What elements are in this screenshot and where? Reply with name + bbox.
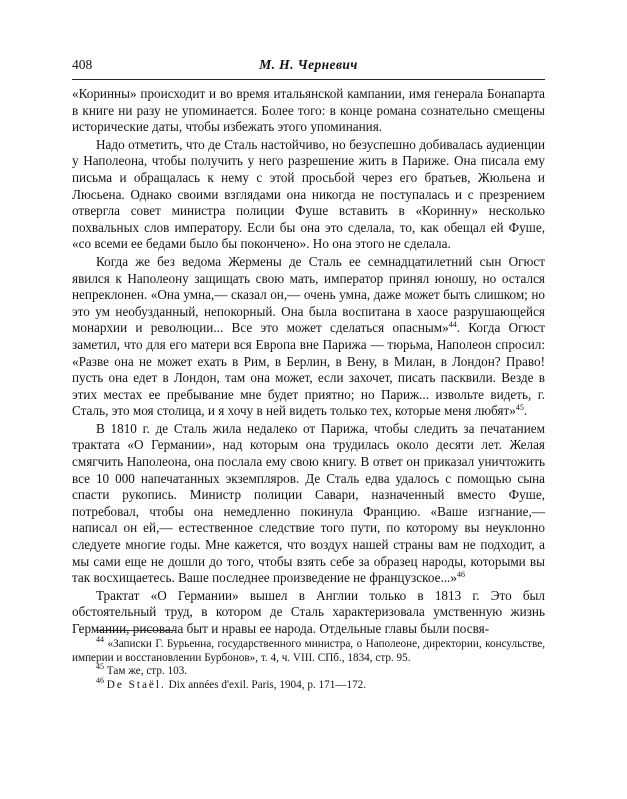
footnote-46-author: De Staël. <box>106 678 166 691</box>
paragraph-4-text: В 1810 г. де Сталь жила недалеко от Парижа, чтобы следить за печатанием трактата «О Германии», над которым она трудилась около десяти лет. Желая смягчить Наполеона, она послала ему свою книгу. В ответ он приказал уничтожить все 10 000 напечатанных экземпляров. Де Сталь едва удалось с помощью сына спасти рукопись. Министр полиции Савари, назначенный вместо Фуше, потребовал, чтобы она немедленно покинула Францию. «Ваше изгнание,— написал он ей,— естественное следствие того пути, по которому вы неуклонно следуете многие годы. Мне кажется, что воздух нашей страны вам не подходит, а мы сами еще не дошли до того, чтобы взять себе за образец народы, которыми вы так восхищаетесь. Ваше последнее произведение не французское...» <box>72 420 545 586</box>
body-text <box>72 86 545 638</box>
footnote-44-text: «Записки Г. Бурьенна, государственного министра, о Наполеоне, директории, консульстве, империи и восстановлении Бурбонов», т. 4, ч. VIII. СПб., 1834, стр. 95. <box>72 638 546 664</box>
footnote-45-num: 45 <box>96 662 104 672</box>
paragraph-3-part-1: Когда же без ведома Жермены де Сталь ее семнадцатилетний сын Огюст явился к Наполеону защищать свою мать, император принял юношу, но остался непреклонен. «Она умна,— сказал он,— очень умна, даже может быть слишком; но это ум необузданный, непокорный. Она была воспитана в хаосе разрушающейся монархии и революции... Все это может сделаться опасным» <box>72 253 545 336</box>
page-header <box>72 57 545 75</box>
paragraph-3-part-2: . Когда Огюст заметил, что для его матери вся Европа вне Парижа — тюрьма, Наполеон спросил: «Разве она не может ехать в Рим, в Берлин, в Вену, в Милан, в Лондон? Право! пусть она едет в Лондон, там она может, если захочет, писать пасквили. Везде в этих местах ее пребывание мне будет приятно; но Париж... извольте видеть, г. Сталь, это моя столица, и я хочу в ней видеть только тех, которые меня любят» <box>72 320 545 419</box>
footnote-45-text: Там же, стр. 103. <box>106 665 188 678</box>
footnote-rule <box>96 630 176 631</box>
header-rule <box>72 79 545 80</box>
note-ref-44: 44 <box>448 320 457 330</box>
footnote-44-num: 44 <box>96 635 104 644</box>
footnote-46-num: 46 <box>96 675 104 685</box>
page-number: 408 <box>72 57 93 72</box>
footnote-46 <box>72 675 545 693</box>
footnotes <box>72 635 546 692</box>
footnote-45 <box>72 662 545 679</box>
paragraph-3: Когда же без ведома Жермены де Сталь ее семнадцатилетний сын Огюст явился к Наполеону защищать свою мать, император принял юношу, но остался непреклонен. «Она умна,— сказал он,— очень умна, даже может быть слишком; но это ум необузданный, непокорный. Она была воспитана в хаосе разрушающейся монархии и революции... Все это может сделаться опасным»$^{44}$. Когда Огюст заметил, что для его матери вся Европа вне Парижа — тюрьма, Наполеон спросил: «Разве она не может ехать в Рим, в Берлин, в Вену, в Милан, в Лондон? Право! пусть она едет в Лондон, там она может, если захочет, писать пасквили. Везде в этих местах ее пребывание мне будет приятно; но Париж... извольте видеть, г. Сталь, это моя столица, и я хочу в ней видеть только тех, которые меня любят»$^{45}$. <box>72 253 545 419</box>
note-ref-45: 45 <box>515 403 524 413</box>
note-ref-46: 46 <box>456 570 465 580</box>
paragraph-2: Надо отметить, что де Сталь настойчиво, но безуспешно добивалась аудиенции у Наполеона, чтобы получить у него разрешение жить в Париже. Она писала ему письма и обращалась к нему с этой просьбой через его братьев, Жюльена и Люсьена. Однако своими взглядами она никогда не поступалась и с презрением отвергла совет министра полиции Фуше вставить в «Коринну» несколько похвальных слов императору. Если бы она это сделала, то, как обещал ей Фуше, «со всеми ее бедами было бы покончено». Но она этого не сделала. <box>72 136 545 252</box>
paragraph-4 <box>72 421 545 587</box>
footnote-44 <box>72 635 546 665</box>
running-title: М. Н. Черневич <box>259 57 358 72</box>
footnote-46-text: Dix années d'exil. Paris, 1904, p. 171—172. <box>168 678 367 691</box>
paragraph-5: Трактат «О Германии» вышел в Англии только в 1813 г. Это был обстоятельный труд, в котором де Сталь характеризовала умственную жизнь Германии, рисовала быт и нравы ее народа. Отдельные главы были посвя- <box>72 587 545 636</box>
paragraph-1: «Коринны» происходит и во время итальянской кампании, имя генерала Бонапарта в книге ни разу не упоминается. Более того: в конце романа сознательно смещены исторические даты, чтобы избежать этого упоминания. <box>72 86 545 135</box>
